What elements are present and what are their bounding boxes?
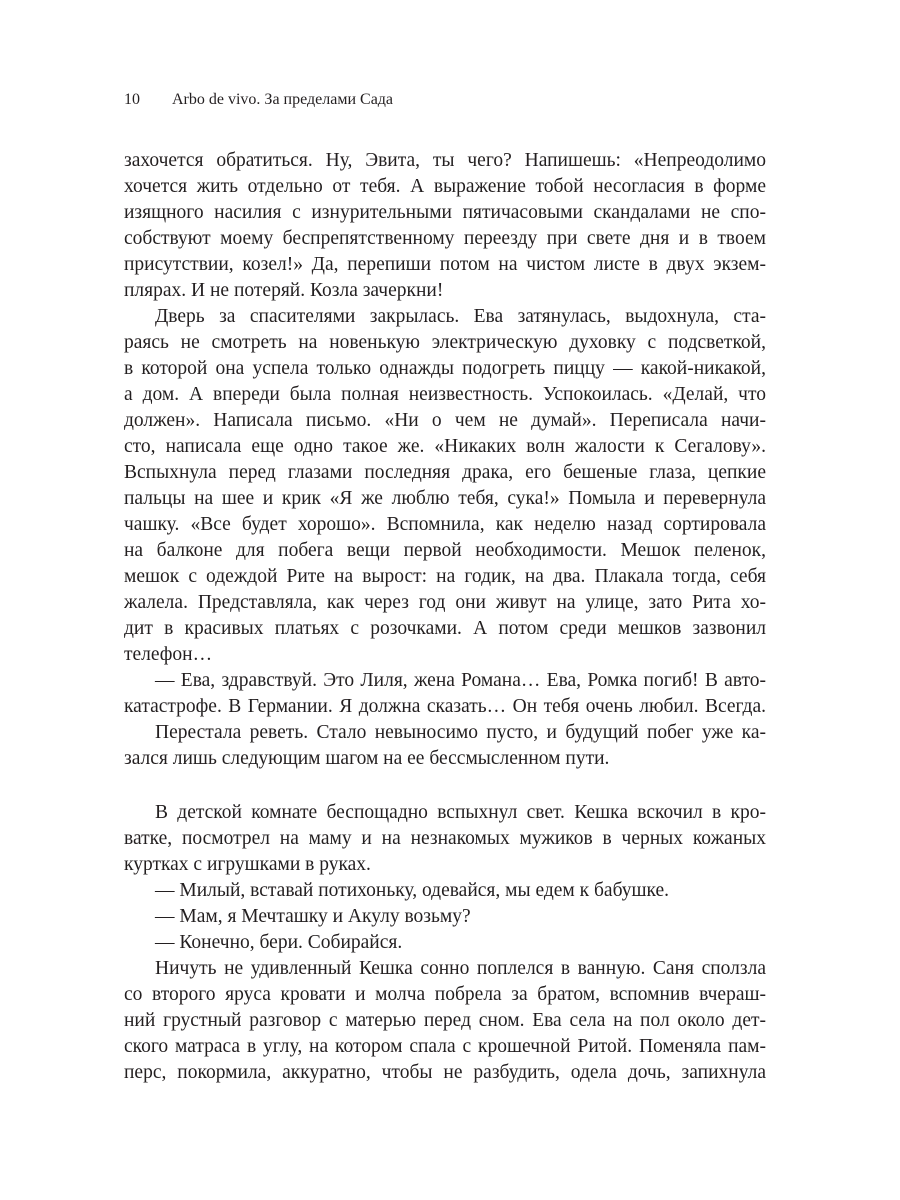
text-line: должен». Написала письмо. «Ни о чем не думай». Переписала начи- [124,410,766,431]
text-line: чашку. «Все будет хорошо». Вспомнила, как неделю назад сортировала [124,514,766,535]
text-line: изящного насилия с изнурительными пятичасовыми скандалами не спо- [124,202,766,223]
text-line: Ничуть не удивленный Кешка сонно поплелся в ванную. Саня сползла [155,958,766,979]
text-line: Дверь за спасителями закрылась. Ева затянулась, выдохнула, ста- [155,306,766,327]
text-line: телефон… [124,644,213,665]
running-head [124,90,393,110]
text-line: ний грустный разговор с матерью перед сном. Ева села на пол около дет- [124,1010,766,1031]
text-line: — Конечно, бери. Собирайся. [155,932,403,953]
text-line: в которой она успела только однажды подогреть пиццу — какой-никакой, [124,358,766,379]
text-line: — Мам, я Мечташку и Акулу возьму? [155,906,471,927]
text-line: катастрофе. В Германии. Я должна сказать… Он тебя очень любил. Всегда. [124,696,766,717]
text-line: зался лишь следующим шагом на ее бессмысленном пути. [124,748,610,769]
body-text [124,148,766,1086]
text-line: Перестала реветь. Стало невыносимо пусто, и будущий побег уже ка- [155,722,766,743]
text-line: дит в красивых платьях с розочками. А потом среди мешков зазвонил [124,618,766,639]
text-line: Вспыхнула перед глазами последняя драка, его бешеные глаза, цепкие [124,462,766,483]
page-number: 10 [124,91,140,108]
text-line: мешок с одеждой Рите на вырост: на годик, на два. Плакала тогда, себя [124,566,766,587]
text-line: В детской комнате беспощадно вспыхнул свет. Кешка вскочил в кро- [155,802,766,823]
text-line: раясь не смотреть на новенькую электрическую духовку с подсветкой, [124,332,766,353]
text-line: плярах. И не потеряй. Козла зачеркни! [124,280,444,301]
text-line: перс, покормила, аккуратно, чтобы не разбудить, одела дочь, запихнула [124,1062,766,1083]
text-line: сто, написала еще одно такое же. «Никаких волн жалости к Сегалову». [124,436,766,457]
text-line: на балконе для побега вещи первой необходимости. Мешок пеленок, [124,540,766,561]
text-line: жалела. Представляла, как через год они живут на улице, зато Рита хо- [124,592,766,613]
text-line: присутствии, козел!» Да, перепиши потом на чистом листе в двух экзем- [124,254,766,275]
text-line: ского матраса в углу, на котором спала с крошечной Ритой. Поменяла пам- [124,1036,766,1057]
text-line: хочется жить отдельно от тебя. А выражение тобой несогласия в форме [124,176,766,197]
running-title: Arbo de vivo. За пределами Сада [172,91,394,108]
text-line: пальцы на шее и крик «Я же люблю тебя, сука!» Помыла и перевернула [124,488,766,509]
text-line: со второго яруса кровати и молча побрела за братом, вспомнив вчераш- [124,984,766,1005]
text-line: куртках с игрушками в руках. [124,854,371,875]
text-line: захочется обратиться. Ну, Эвита, ты чего? Напишешь: «Непреодолимо [124,150,766,171]
section-break [124,772,766,800]
text-line: — Милый, вставай потихоньку, одевайся, мы едем к бабушке. [155,880,670,901]
text-line: а дом. А впереди была полная неизвестность. Успокоилась. «Делай, что [124,384,766,405]
text-line: — Ева, здравствуй. Это Лиля, жена Романа… Ева, Ромка погиб! В авто- [155,670,766,691]
text-line: собствуют моему беспрепятственному переезду при свете дня и в твоем [124,228,766,249]
text-line: ватке, посмотрел на маму и на незнакомых мужиков в черных кожаных [124,828,766,849]
